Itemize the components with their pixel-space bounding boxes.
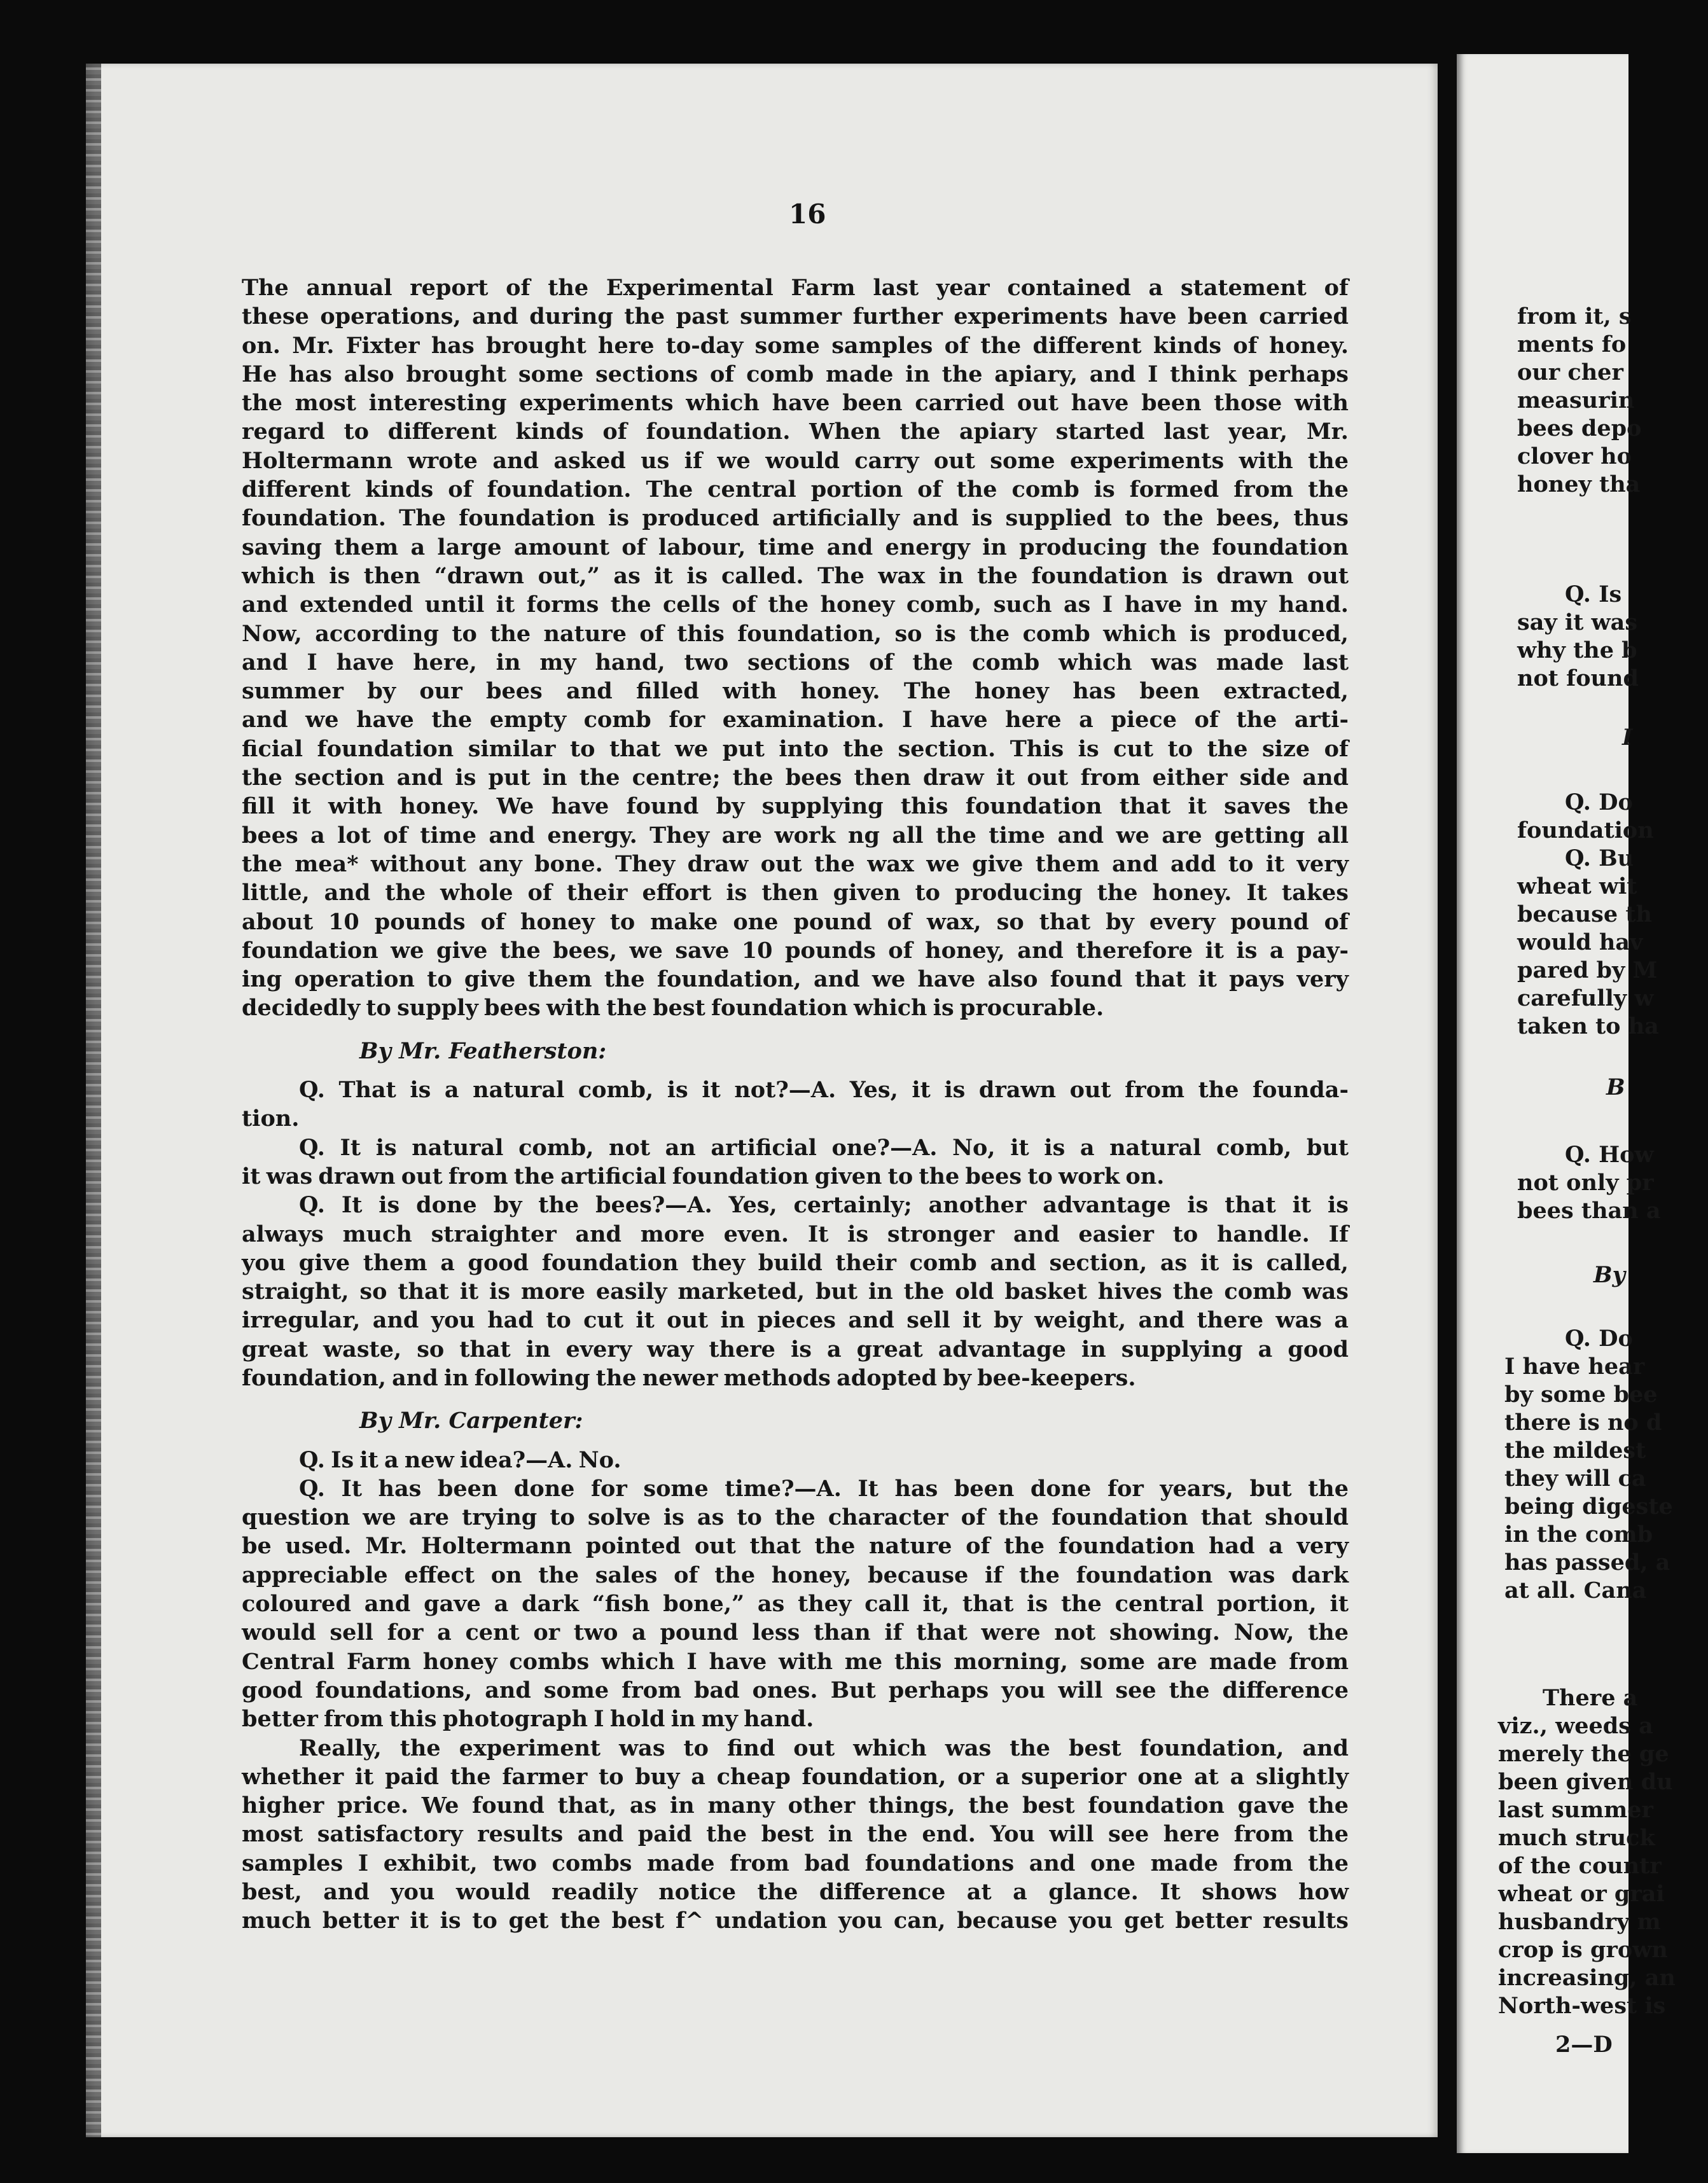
adjacent-line: being digeste	[1504, 1493, 1673, 1520]
adjacent-line: the mildest	[1504, 1438, 1646, 1464]
text-line: whether it paid the farmer to buy a cheap foundation, or a superior one at a slightly	[242, 1763, 1349, 1790]
text-line: Really, the experiment was to find out which was the best foundation, and	[299, 1735, 1349, 1761]
adjacent-line: there is no d	[1504, 1410, 1662, 1436]
text-line: fill it with honey. We have found by supplying this foundation that it saves the	[242, 793, 1349, 820]
text-line: which is then “drawn out,” as it is called. The wax in the foundation is drawn out	[242, 562, 1349, 589]
adjacent-line: viz., weeds a	[1498, 1713, 1653, 1739]
adjacent-line: why the b	[1517, 637, 1637, 663]
adjacent-line: Q. How	[1565, 1142, 1654, 1168]
adjacent-line: increasing, an	[1498, 1965, 1676, 1991]
qa-carpenter	[242, 1446, 1349, 1936]
text-line: irregular, and you had to cut it out in pieces and sell it by weight, and there was a	[242, 1307, 1349, 1334]
adjacent-line: they will ca	[1504, 1466, 1646, 1492]
text-line: straight, so that it is more easily marketed, but in the old basket hives the comb was	[242, 1279, 1349, 1305]
text-line: saving them a large amount of labour, time and energy in producing the foundation	[242, 534, 1349, 560]
adjacent-line: would hav	[1517, 929, 1643, 955]
adjacent-line: foundation	[1517, 817, 1654, 843]
page-binding-edge	[86, 64, 101, 2137]
text-line: decidedly to supply bees with the best foundation which is procurable.	[242, 995, 1104, 1022]
text-line: Q. It is natural comb, not an artificial one?—A. No, it is a natural comb, but	[299, 1134, 1349, 1161]
adjacent-line: at all. Cana	[1504, 1577, 1647, 1604]
text-line: Q. It has been done for some time?—A. It has been done for years, but the	[299, 1475, 1349, 1502]
text-line: on. Mr. Fixter has brought here to-day some samples of the different kinds of honey.	[242, 332, 1349, 359]
text-line: ficial foundation similar to that we put into the section. This is cut to the size of	[242, 735, 1349, 762]
text-line: and I have here, in my hand, two sections of the comb which was made last	[242, 649, 1349, 676]
text-line: Q. It is done by the bees?—A. Yes, certainly; another advantage is that it is	[299, 1192, 1349, 1219]
text-line: better from this photograph I hold in my hand.	[242, 1706, 814, 1733]
text-line: ing operation to give them the foundation, and we have also found that it pays very	[242, 966, 1349, 993]
adjacent-line: I	[1622, 724, 1633, 751]
text-line: Q. Is it a new idea?—A. No.	[299, 1446, 621, 1473]
paragraph-experimental-farm	[242, 274, 1349, 1023]
text-line: be used. Mr. Holtermann pointed out that the nature of the foundation had a very	[242, 1533, 1349, 1560]
text-line: bees a lot of time and energy. They are work ng all the time and we are getting all	[242, 822, 1349, 849]
adjacent-line: much struck	[1498, 1825, 1655, 1851]
adjacent-line: because th	[1517, 901, 1652, 927]
text-line: would sell for a cent or two a pound less than if that were not showing. Now, the	[242, 1619, 1349, 1646]
text-line: Central Farm honey combs which I have with me this morning, some are made from	[242, 1648, 1349, 1675]
adjacent-line: ments fo	[1517, 331, 1627, 357]
adjacent-line: from it, s	[1517, 303, 1632, 329]
adjacent-line: Q. Bu	[1565, 845, 1634, 871]
adjacent-line: crop is grown	[1498, 1937, 1668, 1963]
adjacent-line: clover ho	[1517, 443, 1632, 469]
adjacent-line: pared by M	[1517, 957, 1658, 983]
adjacent-line: There a	[1543, 1685, 1638, 1711]
text-line: coloured and gave a dark “fish bone,” as they call it, that is the central portion, it	[242, 1591, 1349, 1618]
adjacent-line: B	[1606, 1074, 1625, 1100]
adjacent-line: Q. Is	[1565, 581, 1622, 607]
text-line: question we are trying to solve is as to the character of the foundation that should	[242, 1504, 1349, 1531]
text-line: regard to different kinds of foundation. When the apiary started last year, Mr.	[242, 419, 1349, 445]
page-number: 16	[789, 198, 826, 230]
text-line: and extended until it forms the cells of the honey comb, such as I have in my hand.	[242, 592, 1349, 618]
adjacent-line: carefully w	[1517, 985, 1654, 1011]
main-text	[242, 274, 1349, 1936]
adjacent-line: last summer	[1498, 1797, 1653, 1823]
adjacent-line: Q. Do	[1565, 1326, 1633, 1352]
text-line: it was drawn out from the artificial foundation given to the bees to work on.	[242, 1163, 1165, 1189]
text-line: Q. That is a natural comb, is it not?—A. Yes, it is drawn out from the founda-	[299, 1077, 1349, 1104]
text-line: Holtermann wrote and asked us if we would carry out some experiments with the	[242, 447, 1349, 474]
text-line: you give them a good foundation they build their comb and section, as it is called,	[242, 1249, 1349, 1276]
text-line: these operations, and during the past summer further experiments have been carried	[242, 303, 1349, 330]
adjacent-line: bees than a	[1517, 1198, 1661, 1224]
adjacent-line: Q. Do	[1565, 789, 1633, 815]
text-line: foundation. The foundation is produced artificially and is supplied to the bees, thus	[242, 505, 1349, 532]
adjacent-line: taken to ha	[1517, 1013, 1659, 1039]
text-line: tion.	[242, 1105, 300, 1132]
text-line: good foundations, and some from bad ones. But perhaps you will see the difference	[242, 1677, 1349, 1703]
adjacent-line: say it was	[1517, 609, 1638, 635]
text-line: He has also brought some sections of comb made in the apiary, and I think perhaps	[242, 361, 1349, 387]
adjacent-signature-mark: 2—D	[1555, 2032, 1613, 2058]
text-line: foundation we give the bees, we save 10 pounds of honey, and therefore it is a pay-	[242, 937, 1349, 964]
adjacent-line: measurin	[1517, 387, 1635, 413]
adjacent-line: not only pr	[1517, 1170, 1654, 1196]
adjacent-line: By	[1593, 1262, 1625, 1288]
text-line: Now, according to the nature of this foundation, so is the comb which is produced,	[242, 620, 1349, 647]
speaker-heading-carpenter: By Mr. Carpenter:	[359, 1408, 583, 1434]
adjacent-line: I have hear	[1504, 1354, 1645, 1380]
text-line: the section and is put in the centre; the bees then draw it out from either side and	[242, 765, 1349, 791]
text-line: about 10 pounds of honey to make one pound of wax, so that by every pound of	[242, 908, 1349, 935]
adjacent-line: our cher	[1517, 359, 1623, 385]
text-line: best, and you would readily notice the difference at a glance. It shows how	[242, 1879, 1349, 1906]
adjacent-line: not found	[1517, 665, 1639, 691]
qa-featherston	[242, 1076, 1349, 1392]
text-line: much better it is to get the best f^ undation you can, because you get better results	[242, 1908, 1349, 1934]
speaker-heading-featherston: By Mr. Featherston:	[359, 1037, 607, 1064]
text-line: samples I exhibit, two combs made from bad foundations and one made from the	[242, 1850, 1349, 1876]
text-line: The annual report of the Experimental Farm last year contained a statement of	[242, 275, 1349, 301]
adjacent-line: by some bee	[1504, 1382, 1658, 1408]
adjacent-line: of the countr	[1498, 1853, 1662, 1879]
text-line: foundation, and in following the newer methods adopted by bee-keepers.	[242, 1364, 1136, 1391]
adjacent-line: wheat wit	[1517, 873, 1637, 899]
adjacent-line: husbandry m	[1498, 1909, 1661, 1935]
text-line: great waste, so that in every way there is a great advantage in supplying a good	[242, 1336, 1349, 1362]
text-line: different kinds of foundation. The central portion of the comb is formed from the	[242, 476, 1349, 503]
text-line: most satisfactory results and paid the best in the end. You will see here from the	[242, 1821, 1349, 1848]
text-line: and we have the empty comb for examination. I have here a piece of the arti-	[242, 707, 1349, 733]
adjacent-line: honey tha	[1517, 471, 1641, 497]
adjacent-line: in the comb	[1504, 1521, 1653, 1548]
text-line: little, and the whole of their effort is then given to producing the honey. It takes	[242, 880, 1349, 906]
text-line: higher price. We found that, as in many other things, the best foundation gave the	[242, 1792, 1349, 1819]
adjacent-line: wheat or grai	[1498, 1881, 1665, 1907]
adjacent-line: been given du	[1498, 1769, 1673, 1795]
text-line: the mea* without any bone. They draw out the wax we give them and add to it very	[242, 850, 1349, 877]
adjacent-line: has passed, a	[1504, 1549, 1670, 1576]
text-line: the most interesting experiments which have been carried out have been those with	[242, 390, 1349, 417]
adjacent-line: bees depo	[1517, 415, 1642, 441]
adjacent-line: merely the ge	[1498, 1741, 1669, 1767]
text-line: summer by our bees and filled with honey. The honey has been extracted,	[242, 678, 1349, 705]
text-line: always much straighter and more even. It is stronger and easier to handle. If	[242, 1221, 1349, 1247]
adjacent-line: North-west is	[1498, 1993, 1666, 2019]
text-line: appreciable effect on the sales of the honey, because if the foundation was dark	[242, 1562, 1349, 1588]
